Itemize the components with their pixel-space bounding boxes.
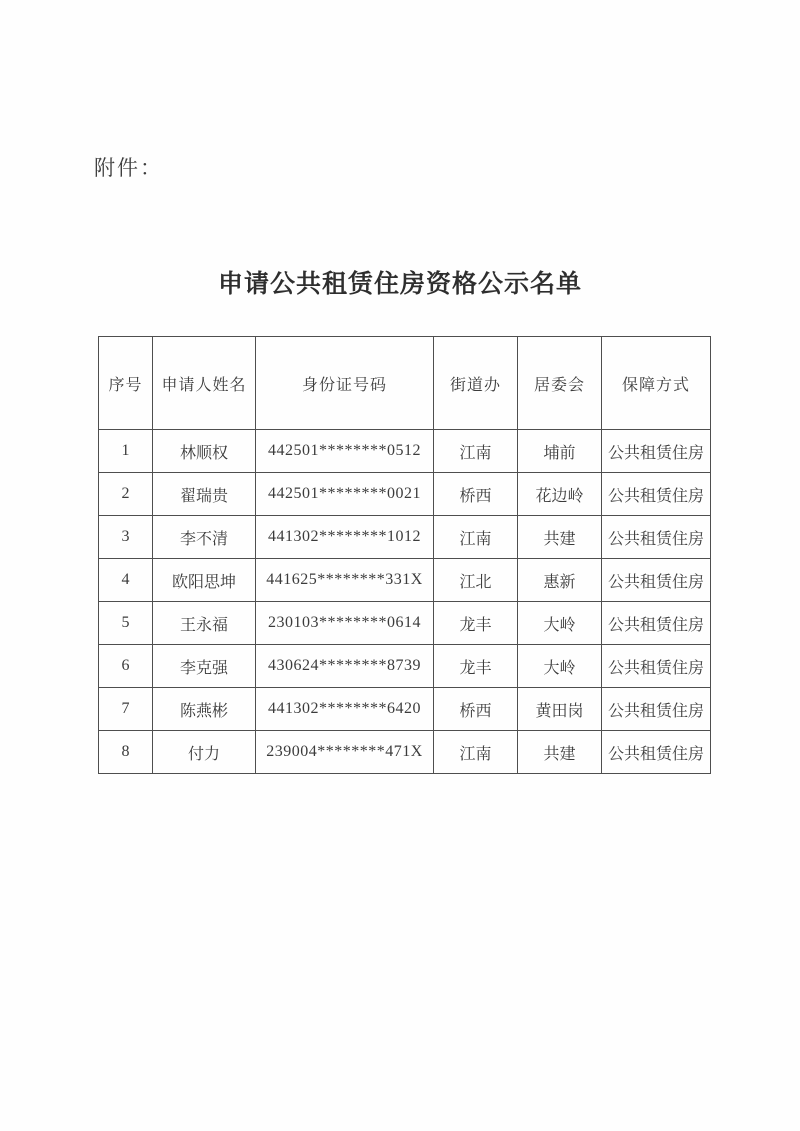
attachment-label: 附件： xyxy=(94,157,163,180)
cell-id-number: 430624********8739 xyxy=(256,645,434,688)
column-header-id-number: 身份证号码 xyxy=(256,337,434,430)
cell-guarantee-type: 公共租赁住房 xyxy=(602,516,711,559)
cell-applicant-name: 欧阳思坤 xyxy=(153,559,256,602)
column-header-neighborhood-committee: 居委会 xyxy=(518,337,602,430)
cell-street-office: 桥西 xyxy=(434,473,518,516)
cell-neighborhood-committee: 惠新 xyxy=(518,559,602,602)
cell-index: 4 xyxy=(99,559,153,602)
cell-applicant-name: 付力 xyxy=(153,731,256,774)
cell-street-office: 龙丰 xyxy=(434,645,518,688)
table-body xyxy=(99,430,711,774)
cell-street-office: 江南 xyxy=(434,430,518,473)
cell-guarantee-type: 公共租赁住房 xyxy=(602,559,711,602)
cell-street-office: 江南 xyxy=(434,731,518,774)
cell-neighborhood-committee: 黄田岗 xyxy=(518,688,602,731)
cell-neighborhood-committee: 大岭 xyxy=(518,602,602,645)
cell-applicant-name: 李不清 xyxy=(153,516,256,559)
cell-id-number: 441625********331X xyxy=(256,559,434,602)
cell-applicant-name: 王永福 xyxy=(153,602,256,645)
cell-applicant-name: 陈燕彬 xyxy=(153,688,256,731)
cell-street-office: 龙丰 xyxy=(434,602,518,645)
cell-street-office: 江北 xyxy=(434,559,518,602)
cell-guarantee-type: 公共租赁住房 xyxy=(602,602,711,645)
header-row xyxy=(99,337,711,430)
cell-guarantee-type: 公共租赁住房 xyxy=(602,473,711,516)
cell-neighborhood-committee: 大岭 xyxy=(518,645,602,688)
table-row xyxy=(99,731,711,774)
cell-guarantee-type: 公共租赁住房 xyxy=(602,688,711,731)
cell-id-number: 442501********0512 xyxy=(256,430,434,473)
cell-index: 2 xyxy=(99,473,153,516)
cell-neighborhood-committee: 共建 xyxy=(518,731,602,774)
table-row xyxy=(99,645,711,688)
cell-neighborhood-committee: 埔前 xyxy=(518,430,602,473)
cell-guarantee-type: 公共租赁住房 xyxy=(602,731,711,774)
cell-id-number: 441302********6420 xyxy=(256,688,434,731)
table-row xyxy=(99,602,711,645)
table-header xyxy=(99,337,711,430)
column-header-guarantee-type: 保障方式 xyxy=(602,337,711,430)
cell-id-number: 442501********0021 xyxy=(256,473,434,516)
table-row xyxy=(99,516,711,559)
applicants-table xyxy=(98,336,711,774)
cell-id-number: 230103********0614 xyxy=(256,602,434,645)
cell-index: 7 xyxy=(99,688,153,731)
cell-id-number: 239004********471X xyxy=(256,731,434,774)
column-header-index: 序号 xyxy=(99,337,153,430)
cell-index: 3 xyxy=(99,516,153,559)
cell-applicant-name: 李克强 xyxy=(153,645,256,688)
cell-index: 8 xyxy=(99,731,153,774)
cell-index: 5 xyxy=(99,602,153,645)
cell-applicant-name: 林顺权 xyxy=(153,430,256,473)
cell-guarantee-type: 公共租赁住房 xyxy=(602,430,711,473)
table-row xyxy=(99,559,711,602)
cell-id-number: 441302********1012 xyxy=(256,516,434,559)
column-header-applicant-name: 申请人姓名 xyxy=(153,337,256,430)
cell-street-office: 桥西 xyxy=(434,688,518,731)
cell-neighborhood-committee: 花边岭 xyxy=(518,473,602,516)
page-title: 申请公共租赁住房资格公示名单 xyxy=(217,270,582,298)
table-row xyxy=(99,430,711,473)
table-row xyxy=(99,688,711,731)
table-row xyxy=(99,473,711,516)
cell-index: 1 xyxy=(99,430,153,473)
cell-street-office: 江南 xyxy=(434,516,518,559)
cell-index: 6 xyxy=(99,645,153,688)
cell-neighborhood-committee: 共建 xyxy=(518,516,602,559)
cell-guarantee-type: 公共租赁住房 xyxy=(602,645,711,688)
column-header-street-office: 街道办 xyxy=(434,337,518,430)
cell-applicant-name: 翟瑞贵 xyxy=(153,473,256,516)
